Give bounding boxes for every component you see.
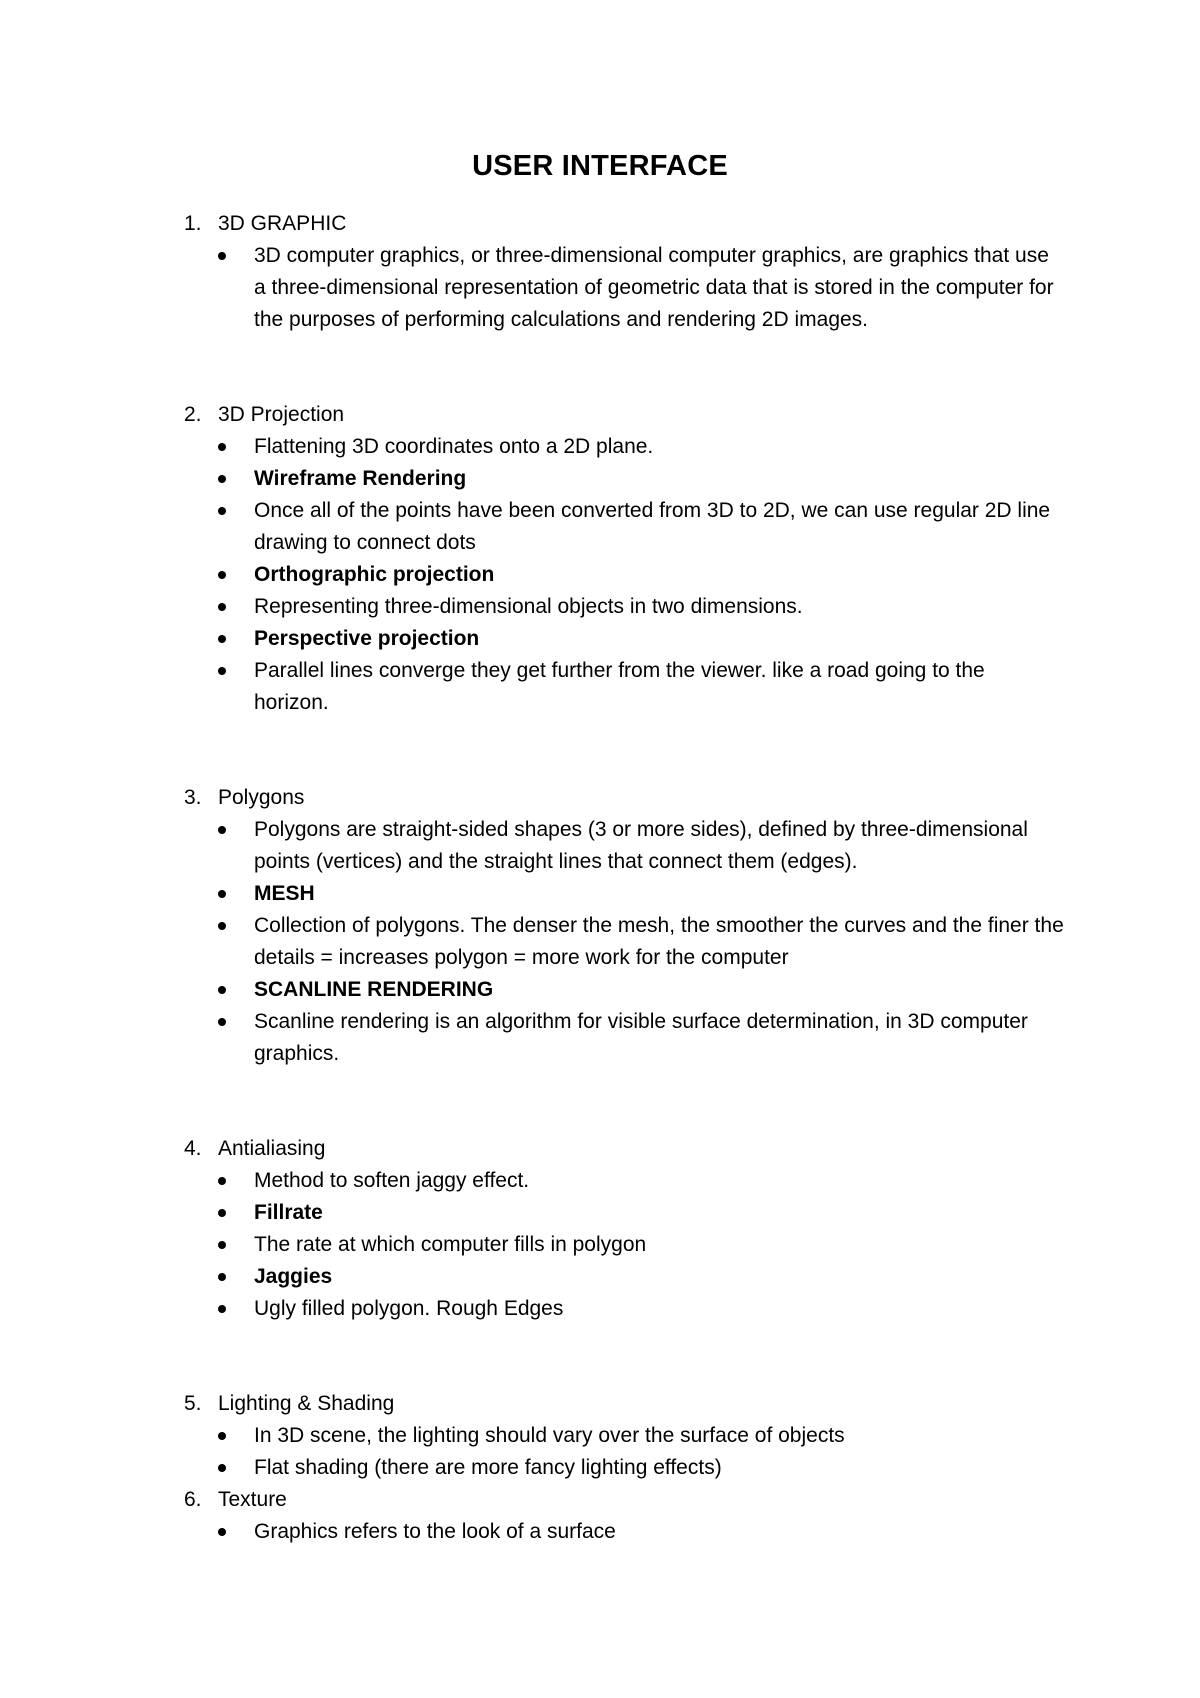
bullet-icon [218, 475, 226, 483]
list-item [0, 1452, 1064, 1484]
bullet-text: The rate at which computer fills in polygon [254, 1233, 647, 1256]
section-heading-text: 3D GRAPHIC [218, 212, 347, 235]
list-item [0, 974, 1064, 1006]
section [0, 208, 1200, 336]
section-heading [0, 1388, 1200, 1420]
bullet-icon [218, 986, 226, 994]
section-spacer [0, 336, 1200, 399]
bullet-icon [218, 667, 226, 675]
section-heading-text: Lighting & Shading [218, 1392, 395, 1415]
bullet-icon [218, 1528, 226, 1536]
section-number: 5. [184, 1392, 202, 1415]
section-heading [0, 1133, 1200, 1165]
bullet-icon [218, 443, 226, 451]
bullet-icon [218, 603, 226, 611]
bullet-list [0, 814, 1200, 1070]
section-number: 6. [184, 1488, 202, 1511]
section-heading [0, 782, 1200, 814]
list-item [0, 910, 1064, 974]
bullet-text: In 3D scene, the lighting should vary over the surface of objects [254, 1424, 845, 1447]
bullet-text: Fillrate [254, 1201, 323, 1224]
bullet-text: Representing three-dimensional objects in two dimensions. [254, 595, 803, 618]
list-item [0, 431, 1064, 463]
bullet-text: Orthographic projection [254, 563, 495, 586]
bullet-icon [218, 922, 226, 930]
bullet-list [0, 1165, 1200, 1325]
bullet-text: SCANLINE RENDERING [254, 978, 494, 1001]
section-heading [0, 399, 1200, 431]
section-spacer [0, 719, 1200, 782]
list-item [0, 463, 1064, 495]
bullet-icon [218, 1177, 226, 1185]
bullet-text: Parallel lines converge they get further from the viewer. like a road going to the horizon. [254, 659, 985, 714]
section-heading-text: 3D Projection [218, 403, 345, 426]
section-number: 3. [184, 786, 202, 809]
section-number: 2. [184, 403, 202, 426]
section [0, 1388, 1200, 1484]
list-item [0, 240, 1064, 336]
bullet-text: Flattening 3D coordinates onto a 2D plane. [254, 435, 654, 458]
bullet-text: Graphics refers to the look of a surface [254, 1520, 616, 1543]
list-item [0, 1229, 1064, 1261]
bullet-text: Jaggies [254, 1265, 333, 1288]
bullet-text: Flat shading (there are more fancy lighting effects) [254, 1456, 722, 1479]
bullet-text: Polygons are straight-sided shapes (3 or more sides), defined by three-dimensional points (vertices) and the straight lines that connect them (edges). [254, 818, 1028, 873]
bullet-list [0, 1516, 1200, 1548]
bullet-icon [218, 252, 226, 260]
bullet-text: 3D computer graphics, or three-dimensional computer graphics, are graphics that use a three-dimensional representation of geometric data that is stored in the computer for the purposes of performing calculations and rendering 2D images. [254, 244, 1054, 331]
list-item [0, 623, 1064, 655]
section-heading [0, 1484, 1200, 1516]
section-heading [0, 208, 1200, 240]
bullet-icon [218, 890, 226, 898]
bullet-icon [218, 1464, 226, 1472]
list-item [0, 1165, 1064, 1197]
bullet-text: Once all of the points have been converted from 3D to 2D, we can use regular 2D line drawing to connect dots [254, 499, 1051, 554]
bullet-text: Perspective projection [254, 627, 480, 650]
section [0, 782, 1200, 1070]
bullet-text: Scanline rendering is an algorithm for visible surface determination, in 3D computer graphics. [254, 1010, 1028, 1065]
bullet-icon [218, 1241, 226, 1249]
list-item [0, 591, 1064, 623]
bullet-icon [218, 1432, 226, 1440]
list-item [0, 1293, 1064, 1325]
bullet-text: Collection of polygons. The denser the mesh, the smoother the curves and the finer the details = increases polygon = more work for the computer [254, 914, 1064, 969]
bullet-icon [218, 1305, 226, 1313]
bullet-text: Wireframe Rendering [254, 467, 467, 490]
bullet-icon [218, 635, 226, 643]
section-heading-text: Texture [218, 1488, 287, 1511]
bullet-list [0, 431, 1200, 719]
bullet-icon [218, 571, 226, 579]
section-number: 1. [184, 212, 202, 235]
list-item [0, 495, 1064, 559]
bullet-icon [218, 507, 226, 515]
list-item [0, 1197, 1064, 1229]
section [0, 399, 1200, 719]
list-item [0, 814, 1064, 878]
section-spacer [0, 1325, 1200, 1388]
section-number: 4. [184, 1137, 202, 1160]
list-item [0, 878, 1064, 910]
list-item [0, 655, 1064, 719]
list-item [0, 1516, 1064, 1548]
bullet-list [0, 1420, 1200, 1484]
section-list [0, 208, 1200, 1548]
bullet-icon [218, 826, 226, 834]
section [0, 1133, 1200, 1325]
list-item [0, 1420, 1064, 1452]
list-item [0, 559, 1064, 591]
section-spacer [0, 1070, 1200, 1133]
bullet-text: Method to soften jaggy effect. [254, 1169, 530, 1192]
bullet-icon [218, 1018, 226, 1026]
bullet-icon [218, 1273, 226, 1281]
section [0, 1484, 1200, 1548]
list-item [0, 1006, 1064, 1070]
section-heading-text: Polygons [218, 786, 305, 809]
section-heading-text: Antialiasing [218, 1137, 326, 1160]
document-title: USER INTERFACE [472, 150, 728, 182]
bullet-text: MESH [254, 882, 315, 905]
bullet-icon [218, 1209, 226, 1217]
bullet-list [0, 240, 1200, 336]
list-item [0, 1261, 1064, 1293]
bullet-text: Ugly filled polygon. Rough Edges [254, 1297, 564, 1320]
